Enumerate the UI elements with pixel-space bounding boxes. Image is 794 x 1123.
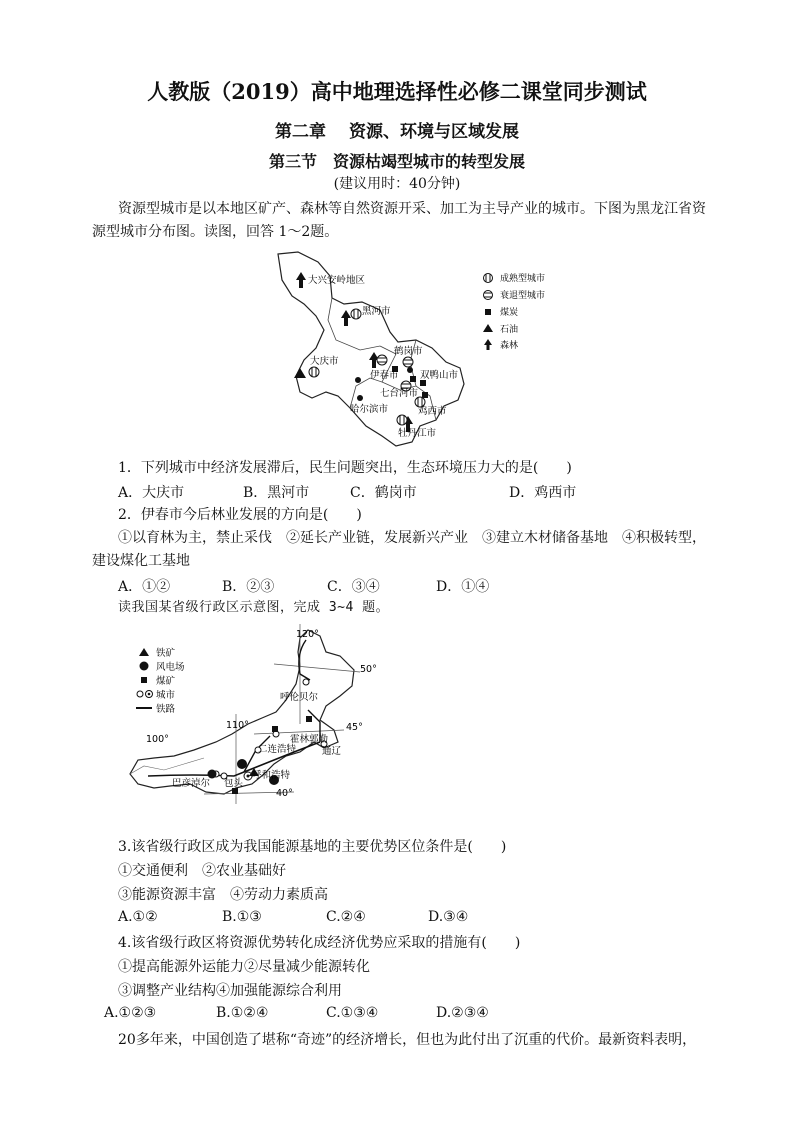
q1-option-d: D．鸡西市: [509, 485, 577, 501]
q2-option-a: A．①②: [118, 579, 171, 595]
q4-option-b: B.①②④: [216, 1005, 269, 1021]
svg-text:50°: 50°: [360, 664, 377, 675]
svg-text:呼伦贝尔: 呼伦贝尔: [280, 692, 319, 703]
svg-text:森林: 森林: [500, 341, 519, 351]
q1-option-c: C．鹤岗市: [350, 485, 417, 501]
svg-text:120°: 120°: [296, 629, 319, 640]
svg-text:40°: 40°: [276, 788, 293, 799]
map1-label: 哈尔滨市: [350, 404, 389, 415]
map1-label: 黑河市: [362, 306, 391, 317]
intro-line-1: 资源型城市是以本地区矿产、森林等自然资源开采、加工为主导产业的城市。下图为黑龙江省资: [118, 201, 706, 217]
q2-items-1: ①以育林为主，禁止采伐 ②延长产业链，发展新兴产业 ③建立木材储备基地 ④积极转型，: [118, 530, 706, 546]
q1-option-a: A．大庆市: [118, 485, 185, 501]
svg-text:霍林郭勒: 霍林郭勒: [290, 734, 329, 745]
map1-label: 牡丹江市: [398, 428, 437, 439]
q3-option-d: D.③④: [428, 909, 469, 925]
map2-caption: 读我国某省级行政区示意图，完成 3~4 题。: [118, 600, 390, 615]
map1-label: 七台河市: [380, 388, 419, 399]
forest-icon: [341, 310, 351, 326]
svg-text:成熟型城市: 成熟型城市: [500, 274, 546, 284]
coal-icon: [422, 392, 428, 398]
passage-line-1: 20多年来，中国创造了堪称“奇迹”的经济增长，但也为此付出了沉重的代价。最新资料表明，: [118, 1032, 697, 1048]
svg-text:二连浩特: 二连浩特: [258, 744, 297, 755]
mature-city-icon: [351, 309, 361, 319]
map1-label: 大庆市: [310, 356, 339, 367]
map1-label: 伊春市: [370, 370, 399, 381]
map1-label: 大兴安岭地区: [308, 275, 366, 286]
map2-legend: [136, 647, 185, 715]
svg-text:巴彦淖尔: 巴彦淖尔: [172, 778, 211, 789]
oil-icon: [294, 368, 306, 378]
q3-option-b: B.①③: [222, 909, 262, 925]
coal-icon: [306, 716, 312, 722]
map1-label: 鸡西市: [418, 406, 447, 417]
map1-label: 鹤岗市: [394, 346, 423, 357]
svg-text:煤矿: 煤矿: [156, 676, 176, 687]
map1-label: 双鸭山市: [420, 370, 459, 381]
declining-city-icon: [403, 357, 413, 367]
q4-option-d: D.②③④: [436, 1005, 489, 1021]
province-map: [124, 624, 386, 820]
wind-farm-icon: [237, 759, 247, 769]
svg-text:110°: 110°: [226, 720, 249, 731]
svg-text:煤炭: 煤炭: [500, 308, 519, 318]
svg-text:包头: 包头: [224, 778, 244, 789]
q1-option-b: B．黑河市: [243, 485, 310, 501]
q3-stem: 3.该省级行政区成为我国能源基地的主要优势区位条件是( ): [118, 839, 507, 855]
q2-option-d: D．①④: [436, 579, 490, 595]
intro-line-2: 源型城市分布图。读图，回答 1～2题。: [92, 224, 339, 240]
svg-text:45°: 45°: [346, 722, 363, 733]
q2-option-b: B．②③: [222, 579, 275, 595]
chapter-title: 第二章 资源、环境与区域发展: [275, 122, 519, 142]
svg-text:100°: 100°: [146, 734, 169, 745]
q4-option-a: A.①②③: [104, 1005, 157, 1021]
forest-icon: [296, 272, 306, 288]
svg-text:铁路: 铁路: [156, 704, 176, 715]
svg-text:通辽: 通辽: [322, 746, 342, 757]
q3-items-1: ①交通便利 ②农业基础好: [118, 863, 286, 879]
mature-city-icon: [309, 367, 319, 377]
q3-option-a: A.①②: [118, 909, 158, 925]
heilongjiang-map: [270, 250, 570, 448]
section-title: 第三节 资源枯竭型城市的转型发展: [268, 152, 525, 171]
svg-text:石油: 石油: [500, 325, 519, 335]
coal-icon: [272, 726, 278, 732]
coal-icon: [410, 376, 416, 382]
q3-items-2: ③能源资源丰富 ④劳动力素质高: [118, 887, 328, 903]
mature-city-icon: [397, 415, 407, 425]
q4-stem: 4.该省级行政区将资源优势转化成经济优势应采取的措施有( ): [118, 935, 521, 951]
page-title: 人教版（2019）高中地理选择性必修二课堂同步测试: [147, 79, 647, 104]
svg-text:城市: 城市: [156, 690, 176, 701]
q4-option-c: C.①③④: [326, 1005, 379, 1021]
declining-city-icon: [377, 355, 387, 365]
svg-text:衰退型城市: 衰退型城市: [500, 291, 546, 301]
svg-text:铁矿: 铁矿: [156, 648, 176, 659]
q1-stem: 1．下列城市中经济发展滞后，民生问题突出，生态环境压力大的是( ): [118, 460, 572, 476]
svg-text:风电场: 风电场: [156, 662, 185, 673]
map1-legend: [483, 272, 545, 351]
q2-items-2: 建设煤化工基地: [92, 553, 190, 569]
q4-items-1: ①提高能源外运能力②尽量减少能源转化: [118, 959, 370, 975]
q3-option-c: C.②④: [326, 909, 366, 925]
q4-items-2: ③调整产业结构④加强能源综合利用: [118, 983, 342, 999]
q2-stem: 2．伊春市今后林业发展的方向是( ): [118, 507, 362, 523]
q2-option-c: C．③④: [327, 579, 380, 595]
svg-text:呼和浩特: 呼和浩特: [252, 770, 291, 781]
suggested-time: (建议用时：40分钟): [333, 176, 461, 192]
